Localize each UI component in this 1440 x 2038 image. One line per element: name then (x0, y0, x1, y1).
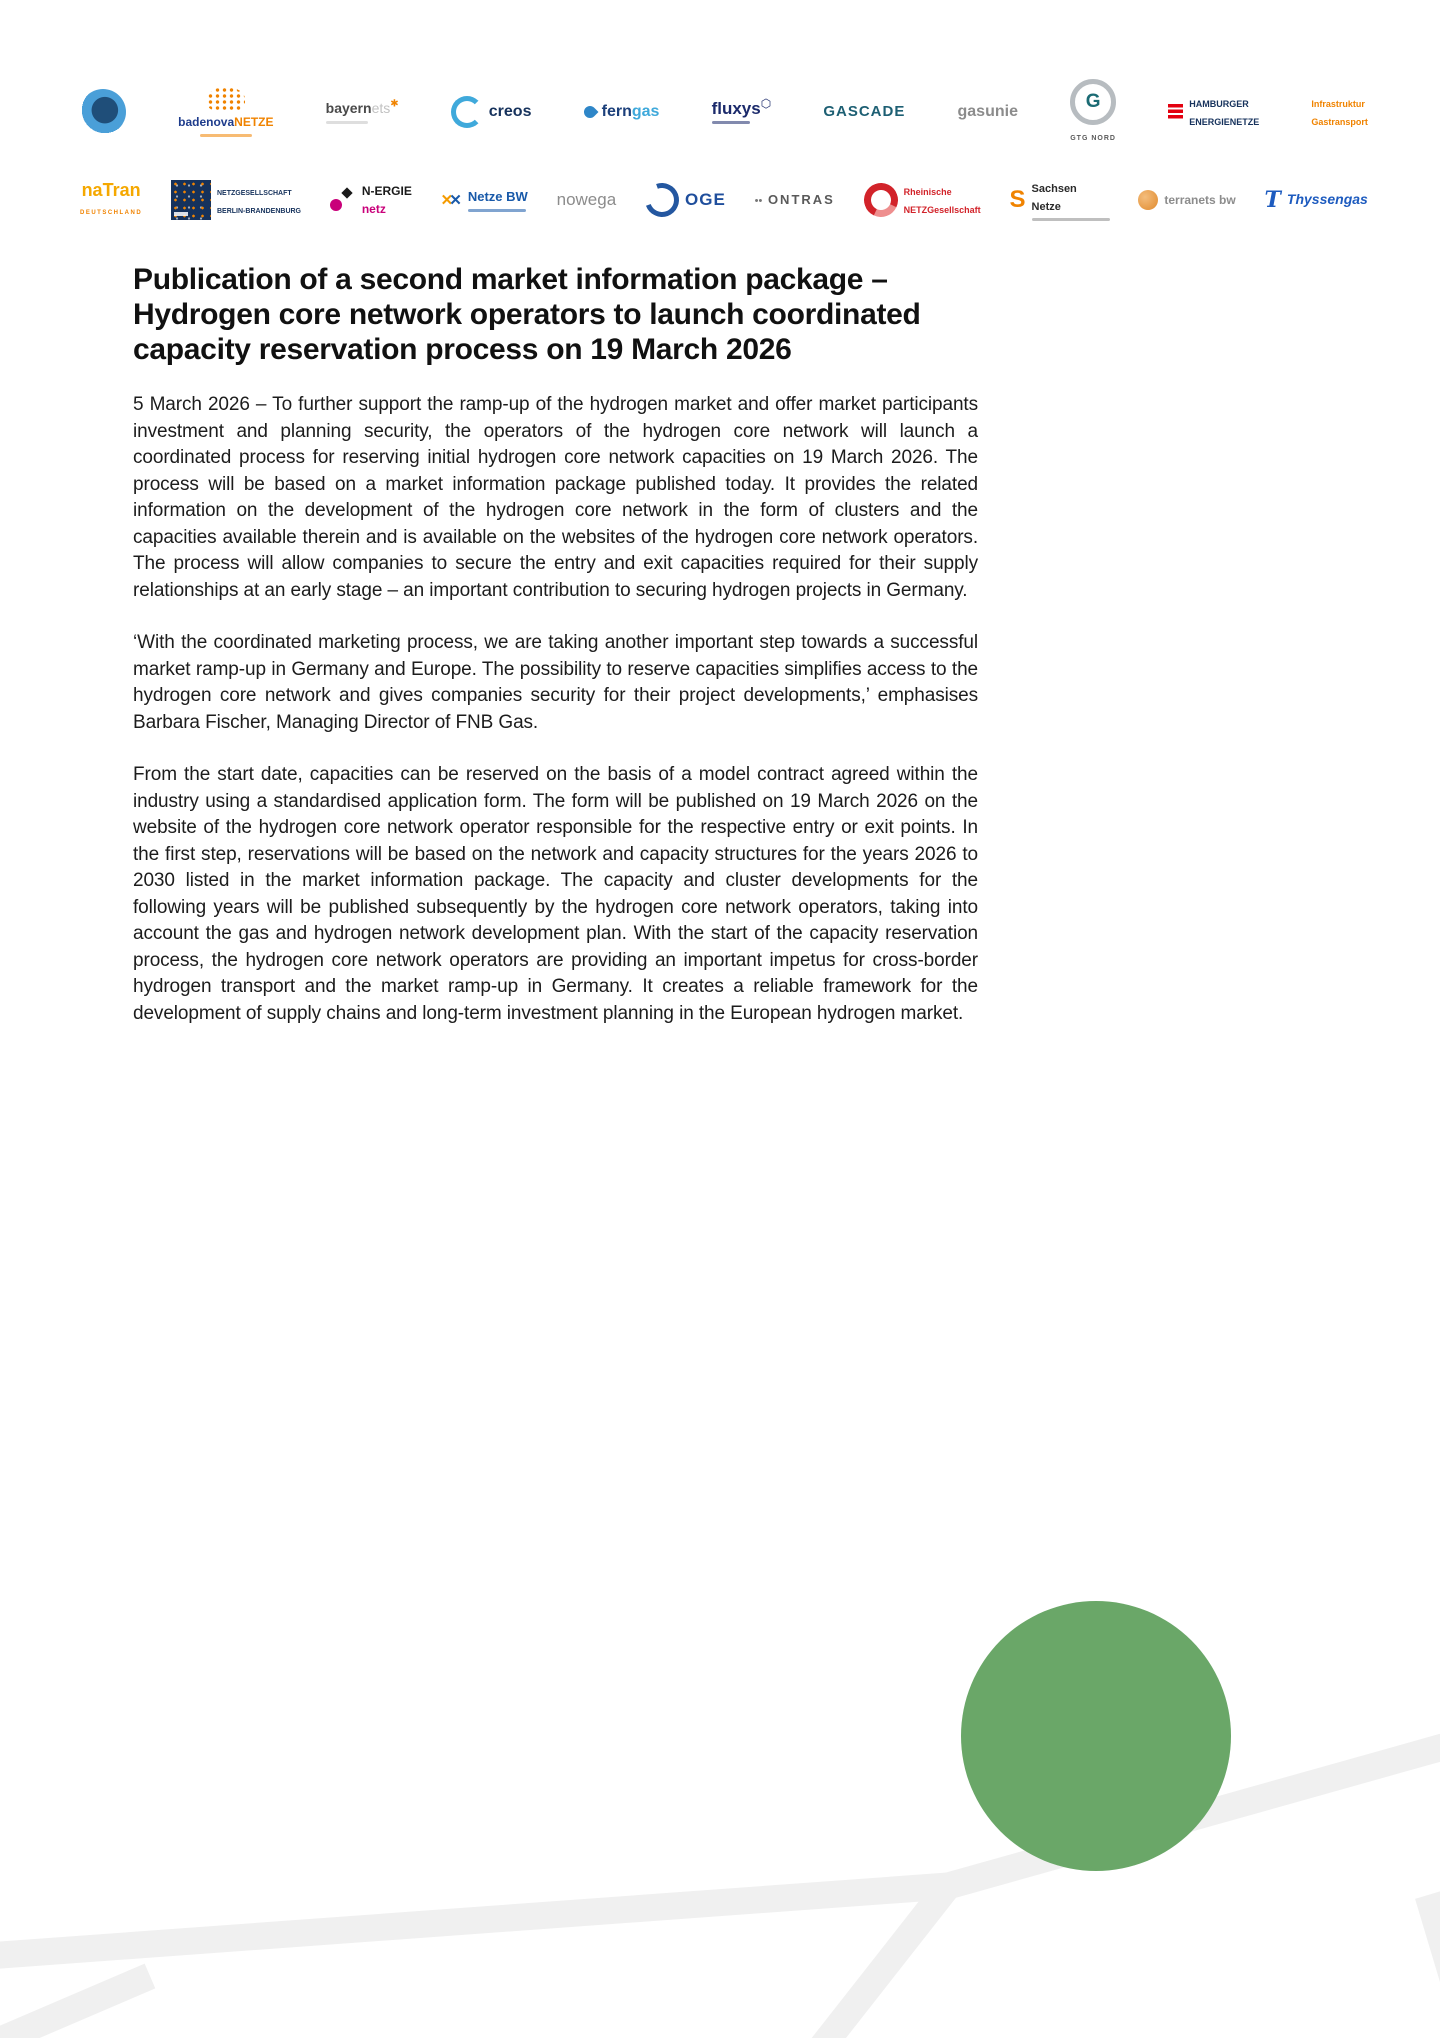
logo-text: gasunie (957, 103, 1018, 121)
logo-text: •• (754, 195, 763, 208)
press-release-article (133, 262, 978, 1027)
drop-icon (581, 104, 598, 121)
logo-row-1 (0, 62, 1440, 162)
logo-text: fern (601, 103, 632, 121)
logo-tagline-bar (200, 134, 252, 137)
press-release-paragraph-3: From the start date, capacities can be reserved on the basis of a model contract agreed within the industry using a standardised application form. The form will be published on 19 March 2026 on the website of the hydrogen core network operator responsible for the respective entry or exit points. In the first step, reservations will be based on the network and capacity structures for the years 2026 to 2030 listed in the market information package. The capacity and cluster developments for the following years will be published subsequently by the hydrogen core network operators, taking into account the gas and hydrogen network development plan. With the start of the capacity reservation process, the hydrogen core network operators are providing an important impetus for cross-border hydrogen transport and the market ramp-up in Germany. It creates a reliable framework for the development of supply chains and long-term investment planning in the European hydrogen market. (133, 764, 978, 1024)
logo-text: HAMBURGER (1189, 99, 1249, 110)
rheinische-netzgesellschaft-logo (864, 182, 981, 217)
sswirl-icon (1010, 188, 1026, 212)
logo-text: N-ERGIE (361, 184, 412, 199)
logo-text: netz (361, 202, 386, 216)
logo-text: NETZGESELLSCHAFT (217, 190, 292, 198)
logo-text: GASCADE (823, 103, 906, 121)
press-release-body (133, 392, 978, 1027)
title-line-3: capacity reservation process on 19 March 2026 (133, 333, 792, 366)
n-ergie-netz-logo (330, 182, 412, 217)
page-title (133, 262, 978, 367)
logo-text: Sachsen (1031, 183, 1077, 196)
bayernets-logo (326, 100, 399, 124)
title-line-1: Publication of a second market information package – (133, 263, 888, 296)
natran-deutschland-logo (80, 181, 142, 218)
infrastruktur-gastransport-logo (1311, 94, 1368, 129)
burst-icon (207, 87, 245, 111)
hbars-icon (1168, 104, 1183, 120)
logo-text: ENERGIENETZE (1189, 117, 1260, 127)
logo-tagline-bar (712, 121, 750, 124)
gascade-logo (823, 103, 905, 121)
press-release-paragraph-1: 5 March 2026 – To further support the ramp-up of the hydrogen market and offer market participants investment and planning security, the operators of the hydrogen core network will launch a coordinated process for reserving initial hydrogen core network capacities on 19 March 2026. The process will be based on a market information package published today. It provides the related information on the development of the hydrogen core network in the form of clusters and the capacities available therein and is available on the websites of the hydrogen core network operators. The process will allow companies to secure the entry and exit capacities required for their supply relationships at an early stage – an important contribution to securing hydrogen projects in Germany. (133, 394, 978, 601)
logo-text: DEUTSCHLAND (80, 210, 143, 217)
creos-logo (451, 96, 532, 128)
tscript-icon (1265, 189, 1281, 211)
oge-logo (645, 183, 726, 217)
fluxys-logo (711, 96, 772, 125)
globe-icon (80, 89, 126, 135)
logo-text: Gastransport (1311, 117, 1368, 127)
badenova-netze-logo (178, 87, 273, 137)
thyssengas-logo (1265, 189, 1368, 211)
dotsmag-icon (330, 188, 356, 212)
ogeswirl-icon (639, 177, 684, 222)
logo-text: Rheinische (903, 187, 952, 198)
logo-text: Netze (1031, 201, 1061, 213)
logo-text: badenova (178, 115, 235, 130)
xorange-icon (441, 193, 462, 208)
logo-text: gas (631, 103, 660, 121)
logo-text: NETZGesellschaft (903, 205, 981, 215)
globe-logo (80, 89, 126, 135)
redring-icon (859, 178, 903, 222)
cswirl-icon (451, 96, 483, 128)
logo-text: terranets bw (1164, 193, 1236, 208)
logo-text: ets (371, 100, 391, 117)
logo-row-2 (0, 174, 1440, 226)
logo-text: creos (488, 103, 532, 121)
logo-tagline-bar (1032, 218, 1110, 221)
logo-text: OGE (685, 189, 726, 209)
hamburger-energienetze-logo (1168, 94, 1259, 129)
logo-text: GTG NORD (1070, 135, 1116, 143)
sachsennetze-logo (1010, 179, 1110, 220)
gasunie-logo (958, 103, 1018, 121)
logo-tagline-bar (326, 121, 368, 124)
logo-text: BERLIN-BRANDENBURG (217, 208, 301, 215)
title-line-2: Hydrogen core network operators to launch coordinated (133, 298, 921, 331)
logo-text: ✱ (390, 98, 399, 110)
nowega-logo (557, 191, 617, 210)
netze-bw-logo (441, 188, 528, 212)
operator-logo-banner (0, 62, 1440, 226)
logo-text: nowega (556, 189, 617, 209)
terranets-bw-logo (1138, 190, 1235, 210)
logo-text: fluxys (711, 98, 761, 118)
netzgesellschaft-berlin-brandenburg-logo (171, 180, 301, 220)
logo-tagline-bar (468, 209, 526, 212)
logo-text: Infrastruktur (1311, 99, 1365, 110)
press-release-paragraph-2: ‘With the coordinated marketing process, we are taking another important step towards a successful market ramp-up in Germany and Europe. The possibility to reserve capacities simplifies access to the hydrogen core network and gives companies security for their project developments,’ emphasises Barbara Fischer, Managing Director of FNB Gas. (133, 632, 978, 733)
sphere-icon (1138, 190, 1158, 210)
logo-text: ⬡ (760, 96, 772, 111)
logo-text: bayern (325, 100, 372, 117)
ferngas-logo (584, 103, 660, 121)
logo-text: NETZE (234, 115, 274, 130)
ontras-logo (755, 191, 835, 209)
logo-text: ONTRAS (762, 192, 835, 208)
navysquare-icon (171, 180, 211, 220)
logo-text: Netze BW (467, 189, 528, 205)
gtg-nord-logo (1070, 79, 1116, 145)
logo-text: Thyssengas (1286, 191, 1368, 208)
logo-text: naTran (81, 180, 141, 201)
green-circle-decoration (961, 1601, 1231, 1871)
gcircle-icon (1070, 79, 1116, 125)
